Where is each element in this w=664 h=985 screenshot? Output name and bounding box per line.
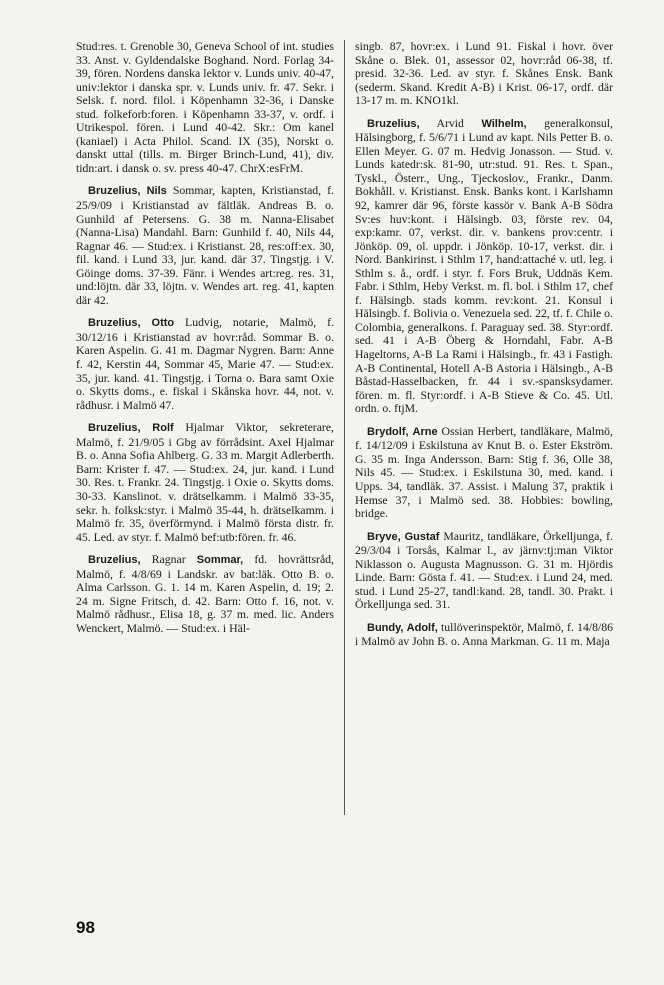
entry-surname: Bundy, [367,621,404,634]
entry-given-name: Otto [151,317,175,330]
entry-surname: Bruzelius, [88,185,141,198]
entry-continuation [355,40,613,108]
entry [76,553,334,635]
entry-given-name: Wilhelm, [481,117,527,130]
entry-text: Mauritz, tandläkare, Örkelljunga, f. 29/3/04 i Torsås, Kalmar l., av järnv:tj:man Viktor Niklasson o. Augusta Magnusson. G. 31 m. Hjördis Linde. Barn: Gösta f. 41. — Stud:ex. i Lund 24, med. stud. i Lund 25-27, tandl:kand. 28, tandl. 30. Prakt. i Örkelljunga sed. 31. [355,529,613,612]
entry [76,316,334,412]
column-divider [344,40,345,815]
entry-surname: Bruzelius, [88,554,141,567]
entry-text: Hjalmar Viktor, sekreterare, Malmö, f. 21/9/05 i Gbg av förrådsint. Axel Hjalmar B. o. Anna Sofia Ahlberg. G. 33 m. Margit Adlerberth. Barn: Krister f. 47. — Stud:ex. 24, jur. kand. i Lund 30. Res. t. Frankr. 24. Tingstjg. i Oxie o. Skytts doms. 30-33. Kanslinot. v. drätselkamm. i Malmö 33-35, sekr. h. folksk:styr. i Malmö 35-44, h. drätselkamm. i Malmö fr. 35, överförmynd. i Malmö första distr. fr. 45. Led. av styr. f. Malmö bef:utb:fören. fr. 46. [76,421,334,544]
left-column [76,40,334,644]
entry-surname: Brydolf, [367,425,409,438]
entry-surname: Bruzelius, [367,117,420,130]
entry-given-name: Sommar, [196,554,244,567]
right-column [355,40,613,658]
entry [355,621,613,649]
entry-text: Arvid Wilhelm, generalkonsul, Hälsingborg, f. 5/6/71 i Lund av kapt. Nils Petter B. o. Ellen Meyer. G. 07 m. Hedvig Jonasson. — Stud. v. Lunds katedr:sk. 81-90, utr:stud. 91. Res. t. Span., Tyskl., Österr., Ung., Tjeckoslov., Frankr., Danm. Bokhåll. v. Kristianst. Ensk. Banks kont. i Karlshamn 92, kamrer där 96, förste kassör v. Bank A-B Södra Sv:es huv:kont. i Hälsingb. 03, förste rev. 04, exp:kamr. 07, verkst. dir. v. bankens prov:centr. i Jönköp. 09, ol. uppdr. i Jönköp. 10-17, verkst. dir. i Nord. Bankirinst. i Sthlm 17, hand:attaché v. utl. leg. i Sthlm s. å., ordf. i styr. f. Fors Bruk, Uddnäs Kem. Fabr. i Sthlm, Heby Verkst. m. fl. bol. i Sthlm 17, chef f. Hälsingb. stads komm. rev:kont. 21. Konsul i Hälsingb. f. Bolivia o. Venezuela sed. 22, tf. f. Chile o. Colombia, generalkons. f. Paraguay sed. 38. Styr:ordf. sed. 41 i A-B Öberg & Horndahl, Fabr. A-B Hageltorns, A-B La Rami i Hälsingb., fr. 43 i Fastigh. A-B Continental, Hotell A-B Astoria i Hälsingb., A-B Båstad-Hasselbacken, fr. 44 i sv.-spansksydamer. fören. m. fl. Styr:ordf. i A-B Stieve & Co. 45. Utl. ordn. o. ftjM. [355,116,613,416]
entry-surname: Bryve, [367,530,401,543]
entry [355,530,613,612]
entry [355,117,613,416]
entry-continuation [76,40,334,175]
entry-text: singb. 87, hovr:ex. i Lund 91. Fiskal i hovr. över Skåne o. Blek. 01, assessor 02, hovr:råd 06-38, tf. presid. 32-36. Led. av styr. f. Skånes Ensk. Bank (sederm. Skand. Kredit A-B) i Krist. 06-17, ordf. där 13-17 m. m. KNO1kl. [355,40,613,108]
entry-surname: Bruzelius, [88,317,141,330]
entry-given-name: Gustaf [404,530,440,543]
entry-text: Ragnar Sommar, fd. hovrättsråd, Malmö, f. 4/8/69 i Landskr. av bat:läk. Otto B. o. Alma Carlsson. G. 1. 14 m. Karen Aspelin, d. 19; 2. 24 m. Signe Fritsch, d. 42. Barn: Otto f. 16, not. v. Malmö rådhusr., Elisa 18, g. 37 m. med. lic. Anders Wenckert, Malmö. — Stud:ex. i Häl- [76,553,334,635]
entry-given-name: Nils [146,185,167,198]
entry-given-name: Adolf, [406,621,438,634]
page-number: 98 [76,918,95,937]
entry [355,425,613,521]
entry-given-name: Rolf [152,422,174,435]
entry-given-name: Arne [412,425,438,438]
entry [76,421,334,544]
entry-text: Sommar, kapten, Kristianstad, f. 25/9/09 i Kristianstad av fältläk. Andreas B. o. Gunhild af Petersens. G. 38 m. Nanna-Elisabet (Nanna-Lisa) Mandahl. Barn: Gunhild f. 40, Nils 44, Ragnar 46. — Stud:ex. i Kristianst. 28, res:off:ex. 30, fil. kand. i Lund 33, jur. kand. där 37. Tingstjg. i V. Göinge doms. 37-39. Fänr. i Wendes art:reg. res. 31, und:löjtn. där 33, löjtn. v. Wendes art. reg. 41, kapten där 42. [76,184,334,307]
entry-text: tullöverinspektör, Malmö, f. 14/8/86 i Malmö av John B. o. Anna Markman. G. 11 m. Maja [355,620,613,649]
entry-text: Ludvig, notarie, Malmö, f. 30/12/16 i Kristianstad av hovr:råd. Sommar B. o. Karen Aspelin. G. 41 m. Dagmar Nygren. Barn: Anne f. 42, Kerstin 44, Sommar 45, Marie 47. — Stud:ex. 35, jur. kand. 41. Tingstjg. i Torna o. Bara samt Oxie o. Skytts doms., e. fiskal i Skånska hovr. 44, not. v. rådhusr. i Malmö 47. [76,316,335,412]
entry-text: Stud:res. t. Grenoble 30, Geneva School of int. studies 33. Anst. v. Gyldendalske Boghand. Nord. Forlag 34-39, fören. Nordens danska lektor v. Lunds univ. 40-47, univ:lektor i danska spr. v. Lunds univ. fr. 47. Sekr. i Selsk. f. nord. filol. i Köpenhamn 32-36, i Danske stud. folkeforb:foren. i Köpenhamn 33-37, v. ordf. i Utrikespol. fören. i Lund 40-42. Skr.: Om kanel (kaniael) i Acta Philol. Scand. IX (35), Norskt o. danskt uttal (tills. m. Birger Brinch-Lund, 41), div. tidn:art. i dansk o. sv. press 40-47. ChrX:esFrM. [76,40,334,175]
entry [76,184,334,307]
entry-surname: Bruzelius, [88,422,141,435]
entry-text: Ossian Herbert, tandläkare, Malmö, f. 14/12/09 i Eskilstuna av Knut B. o. Ester Ekström. G. 35 m. Inga Andersson. Barn: Stig f. 36, Olle 38, Nils 45. — Stud:ex. i Eskilstuna 30, med. kand. i Upps. 34, tandläk. 37. Assist. i Malung 37, praktik i Hemse 37, i Malmö sed. 38. Hobbies: bowling, bridge. [355,424,613,521]
